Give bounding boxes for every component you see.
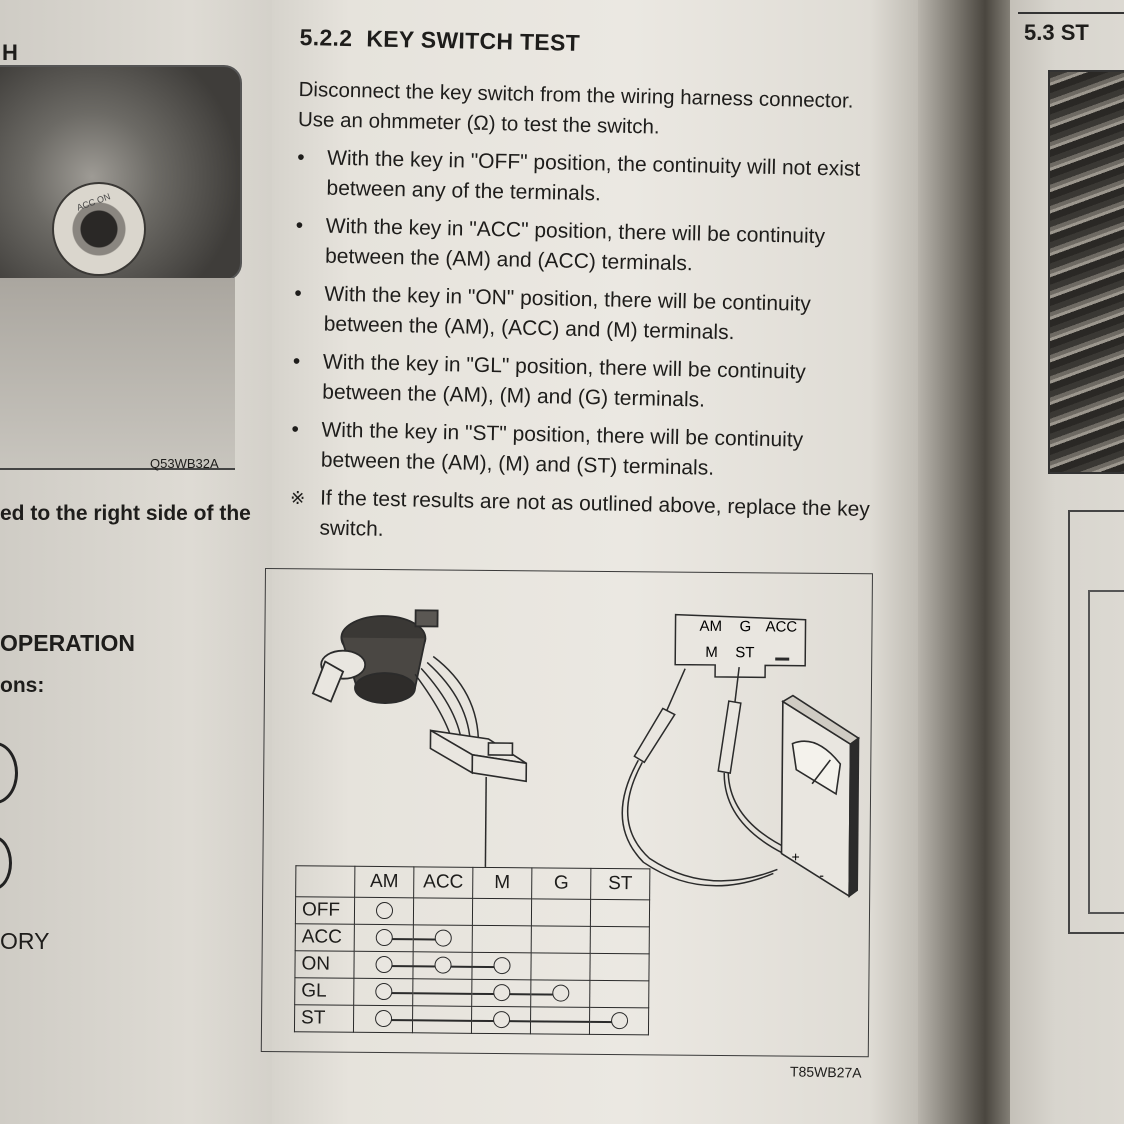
continuity-line [531, 1020, 589, 1022]
bullet-dot: • [294, 281, 302, 306]
note-text: If the test results are not as outlined above, replace the key switch. [319, 486, 871, 541]
note-mark-icon: ※ [289, 487, 306, 509]
leader-line [485, 777, 486, 867]
bullet-text: With the key in "GL" position, there will be continuity between the (AM), (M) and (G) terminals. [322, 350, 807, 412]
continuity-circle-icon [375, 929, 392, 946]
table-cell [531, 980, 590, 1008]
connector-icon [430, 730, 526, 781]
bullet-dot: • [295, 213, 304, 238]
continuity-line [413, 1019, 471, 1021]
table-row [295, 924, 649, 954]
column-header: ACC [414, 867, 473, 899]
left-page-header: H [2, 40, 18, 65]
table-cell [354, 924, 413, 952]
table-cell [531, 926, 590, 954]
table-header-row [296, 866, 650, 900]
right-page-title: 5.3 ST [1024, 20, 1089, 45]
table-cell [530, 1007, 589, 1035]
continuity-circle-icon [493, 984, 510, 1001]
meter-plus-label: + [791, 848, 800, 865]
header-rule [1018, 12, 1124, 14]
continuity-circle-icon [375, 902, 392, 919]
row-label: ON [295, 951, 354, 979]
engine-photo [1048, 70, 1124, 474]
continuity-line [413, 992, 471, 994]
continuity-circle-icon [493, 957, 510, 974]
dial-label: ACC ON [75, 191, 112, 213]
row-label: ST [294, 1005, 353, 1033]
table-cell [590, 980, 649, 1008]
table-cell [531, 953, 590, 981]
table-cell [413, 898, 472, 926]
continuity-table [294, 865, 650, 1035]
table-cell [472, 898, 531, 926]
table-cell [412, 1006, 471, 1034]
book-gutter [918, 0, 1014, 1124]
left-text-fragment: ORY [0, 928, 50, 954]
right-table-frame [1088, 590, 1124, 914]
table-cell [354, 897, 413, 925]
column-header: M [473, 867, 532, 899]
left-heading-fragment: OPERATION [0, 630, 136, 656]
left-text-fragment: ed to the right side of the [0, 502, 251, 525]
continuity-circle-icon [610, 1013, 627, 1030]
continuity-circle-icon [434, 957, 451, 974]
terminal-label-g: G [739, 618, 752, 636]
continuity-circle-icon [492, 1011, 509, 1028]
intro-line: Use an ohmmeter (Ω) to test the switch. [297, 107, 660, 139]
table-cell [354, 978, 413, 1006]
note [289, 483, 870, 555]
section-title-text: KEY SWITCH TEST [366, 25, 581, 56]
bullet-item [295, 211, 876, 283]
continuity-circle-icon [374, 1010, 391, 1027]
intro-line: Disconnect the key switch from the wiring harness connector. [298, 77, 854, 113]
table-cell [354, 951, 413, 979]
table-row [295, 978, 649, 1008]
probe-icon [634, 666, 741, 773]
table-cell [531, 899, 590, 927]
table-row [295, 951, 649, 981]
continuity-circle-icon [552, 985, 569, 1002]
table-cell [472, 952, 531, 980]
terminal-label-m: M [705, 643, 718, 661]
terminal-slot [775, 657, 789, 660]
bullet-item [293, 279, 874, 351]
bullet-text: With the key in "OFF" position, the continuity will not exist between any of the terminals. [326, 146, 861, 206]
terminal-label-st: ST [735, 644, 755, 662]
table-row [294, 1005, 648, 1035]
continuity-circle-icon [434, 930, 451, 947]
table-cell [413, 925, 472, 953]
column-header: ST [591, 868, 650, 900]
bullet-dot: • [291, 417, 300, 442]
table-cell [472, 979, 531, 1007]
bullet-dot: • [292, 349, 301, 374]
terminal-label-acc: ACC [765, 618, 798, 636]
column-header: AM [355, 866, 414, 898]
bullet-item [296, 143, 877, 215]
table-cell [590, 899, 649, 927]
column-header: G [532, 868, 591, 900]
table-row [295, 897, 649, 927]
terminal-label-am: AM [699, 617, 723, 635]
photo-lower-area [0, 278, 235, 470]
bullet-text: With the key in "ACC" position, there will be continuity between the (AM) and (ACC) terminals. [324, 214, 826, 276]
key-switch-diagram [261, 568, 873, 1057]
key-switch-photo [0, 65, 242, 281]
table-cell [413, 952, 472, 980]
table-cell [589, 1007, 648, 1035]
key-switch-icon [313, 609, 438, 703]
section-content [289, 24, 880, 555]
continuity-circle-icon [375, 956, 392, 973]
bullet-item [291, 415, 872, 487]
bullet-item [292, 347, 873, 419]
bullet-text: With the key in "ON" position, there will be continuity between the (AM), (ACC) and (M) terminals. [323, 282, 811, 345]
photo-code: Q53WB32A [150, 456, 219, 471]
figure-code: T85WB27A [789, 1063, 862, 1081]
bullet-dot: • [296, 145, 305, 170]
section-number: 5.2.2 [299, 24, 353, 52]
table-cell [590, 926, 649, 954]
table-cell [471, 1006, 530, 1034]
bullet-text: With the key in "ST" position, there will be continuity between the (AM), (M) and (ST) terminals. [320, 418, 804, 480]
table-cell [472, 925, 531, 953]
left-text-fragment: ons: [0, 674, 45, 697]
meter-minus-label: - [819, 866, 825, 883]
row-label: GL [295, 978, 354, 1006]
table-cell [413, 979, 472, 1007]
table-cell [353, 1005, 412, 1033]
table-cell [590, 953, 649, 981]
row-label: OFF [295, 897, 354, 925]
table-corner [296, 866, 355, 898]
row-label: ACC [295, 924, 354, 952]
test-bullets [291, 143, 878, 487]
continuity-circle-icon [375, 983, 392, 1000]
